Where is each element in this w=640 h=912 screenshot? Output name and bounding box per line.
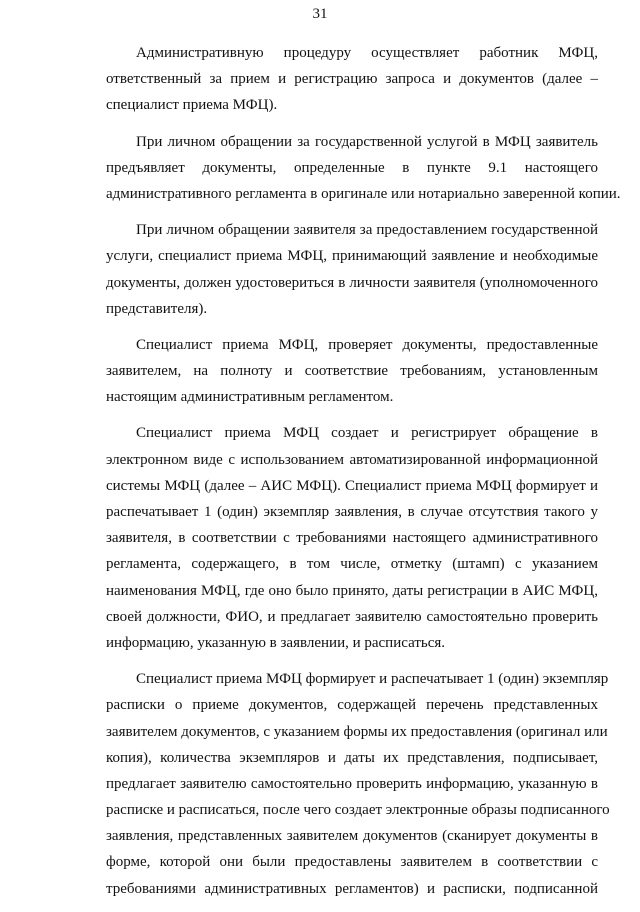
paragraph-6 bbox=[76, 666, 610, 902]
text-line: заявителем, на полноту и соответствие требованиям, установленным bbox=[106, 363, 598, 380]
text-line: предлагает заявителю самостоятельно проверить информацию, указанную в bbox=[106, 775, 598, 792]
text-line: электронном виде с использованием автоматизированной информационной bbox=[106, 451, 598, 468]
text-line: расписке и расписаться, после чего создает электронные образы подписанного bbox=[106, 802, 610, 819]
text-line: Административную процедуру осуществляет работник МФЦ, bbox=[136, 45, 598, 61]
text-line: Специалист приема МФЦ создает и регистрирует обращение в bbox=[136, 425, 598, 442]
paragraph-1 bbox=[76, 40, 598, 119]
paragraph-5 bbox=[76, 420, 598, 656]
text-line: системы МФЦ (далее – АИС МФЦ). Специалист приема МФЦ формирует и bbox=[106, 477, 598, 494]
text-line: предъявляет документы, определенные в пункте 9.1 настоящего bbox=[106, 159, 598, 176]
text-line: регламента, содержащего, в том числе, отметку (штамп) с указанием bbox=[106, 556, 598, 573]
text-line: настоящим административным регламентом. bbox=[106, 389, 394, 406]
text-line: информацию, указанную в заявлении, и расписаться. bbox=[106, 634, 446, 651]
text-line: ответственный за прием и регистрацию запроса и документов (далее – bbox=[106, 71, 598, 88]
text-line: копия), количества экземпляров и даты их представления, подписывает, bbox=[106, 749, 598, 766]
text-line: заявления, представленных заявителем документов (сканирует документы в bbox=[106, 828, 598, 845]
text-line: Специалист приема МФЦ формирует и распечатывает 1 (один) экземпляр bbox=[136, 671, 609, 688]
paragraph-3 bbox=[76, 217, 598, 322]
text-line: заявителем документов, с указанием формы их предоставления (оригинал или bbox=[106, 723, 608, 740]
text-line: представителя). bbox=[106, 300, 208, 317]
text-line: При личном обращении заявителя за предоставлением государственной bbox=[136, 222, 598, 239]
text-line: административного регламента в оригинале или нотариально заверенной копии. bbox=[106, 185, 621, 202]
text-line: требованиями административных регламентов) и расписки, подписанной bbox=[106, 880, 598, 897]
text-line: заявителя, в соответствии с требованиями настоящего административного bbox=[106, 530, 598, 547]
paragraph-4 bbox=[76, 332, 598, 411]
text-line: Специалист приема МФЦ, проверяет документы, предоставленные bbox=[136, 336, 598, 353]
text-line: специалист приема МФЦ). bbox=[106, 97, 278, 114]
text-line: распечатывает 1 (один) экземпляр заявления, в случае отсутствия такого у bbox=[106, 504, 598, 520]
document-body bbox=[76, 40, 621, 912]
text-line: При личном обращении за государственной услугой в МФЦ заявитель bbox=[136, 133, 598, 150]
text-line: форме, которой они были предоставлены заявителем в соответствии с bbox=[106, 854, 598, 871]
text-line: расписки о приеме документов, содержащей перечень представленных bbox=[106, 697, 598, 714]
text-line: услуги, специалист приема МФЦ, принимающий заявление и необходимые bbox=[106, 248, 598, 265]
text-line: документы, должен удостовериться в личности заявителя (уполномоченного bbox=[106, 274, 598, 291]
text-line: наименования МФЦ, где оно было принято, даты регистрации в АИС МФЦ, bbox=[106, 582, 598, 599]
page-number: 31 bbox=[312, 6, 328, 22]
paragraph-2 bbox=[76, 129, 621, 208]
text-line: своей должности, ФИО, и предлагает заявителю самостоятельно проверить bbox=[106, 608, 598, 625]
